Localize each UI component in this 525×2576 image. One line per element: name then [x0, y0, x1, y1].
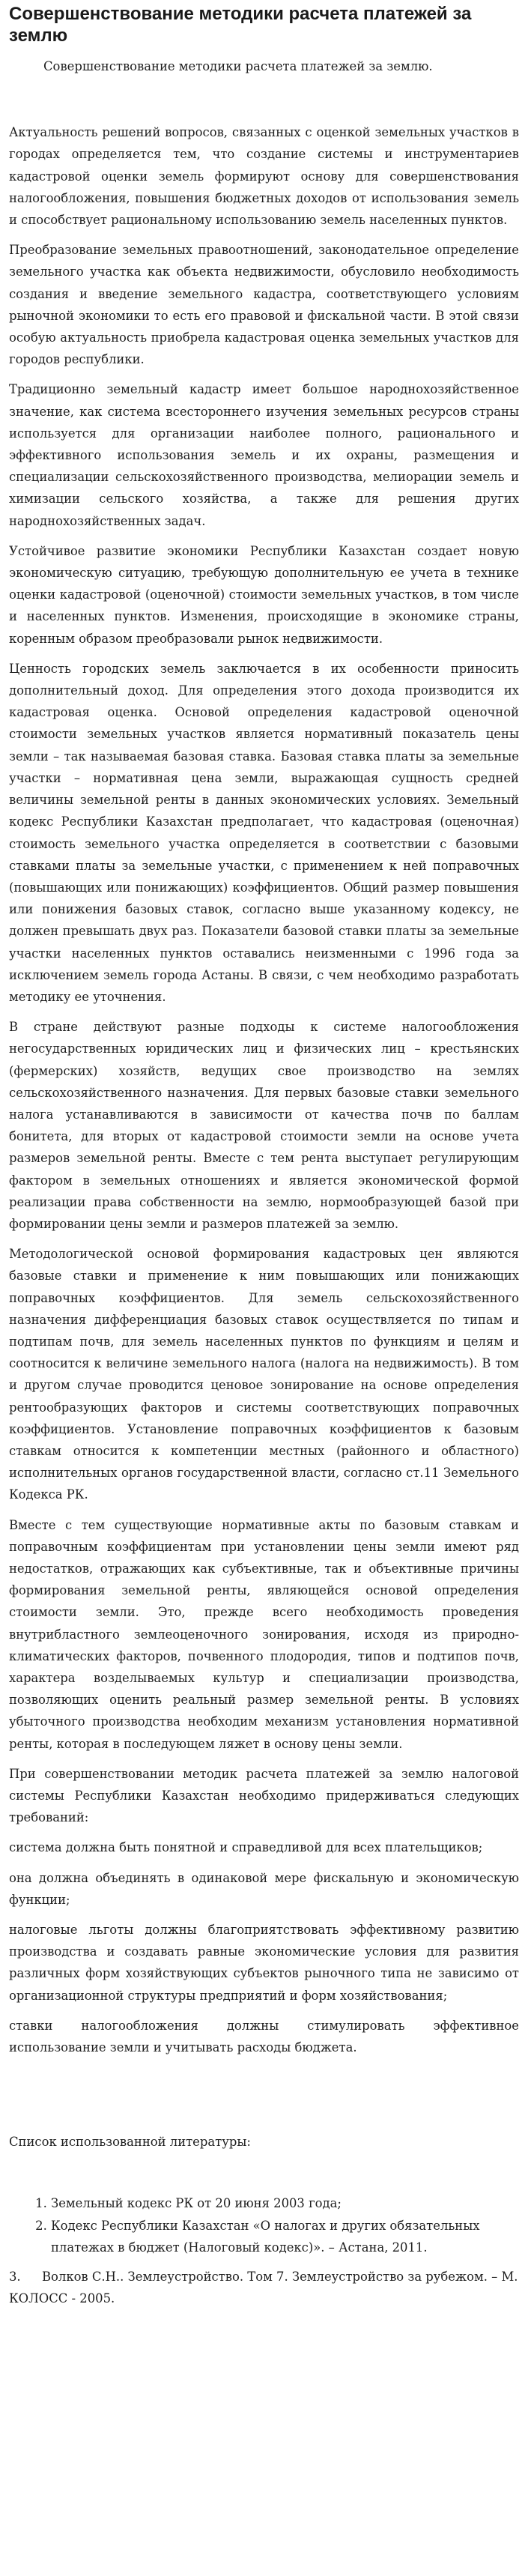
reference-item: 2. Кодекс Республики Казахстан «О налогах и других обязательных платежах в бюджет (Налоговый кодекс)». – Астана, 2011.	[51, 2215, 519, 2258]
reference-item: 1. Земельный кодекс РК от 20 июня 2003 года;	[51, 2192, 519, 2214]
subtitle: Совершенствование методики расчета платежей за землю.	[43, 59, 433, 73]
paragraph: Традиционно земельный кадастр имеет большое народнохозяйственное значение, как система всестороннего изучения земельных ресурсов страны используется для организации наиболее полного, рационального и эффективного использования земель и их охраны, размещения и специализации сельскохозяйственного производства, мелиорации земель и химизации сельского хозяйства, а также для решения других народнохозяйственных задач.	[9, 382, 519, 528]
paragraph: Ценность городских земель заключается в их особенности приносить дополнительный доход. Для определения этого дохода производится их кадастровая оценка. Основой определения кадастровой оценочной стоимости земельных участков является нормативный показатель цены земли – так называемая базовая ставка. Базовая ставка платы за земельные участки – нормативная цена земли, выражающая сущность средней величины земельной ренты в данных экономических условиях. Земельный кодекс Республики Казахстан предполагает, что кадастровая (оценочная) стоимость земельного участка определяется в соответствии с базовыми ставками платы за земельные участки, с применением к ней поправочных (повышающих или понижающих) коэффициентов. Общий размер повышения или понижения базовых ставок, согласно выше указанному кодексу, не должен превышать двух раз. Показатели базовой ставки платы за земельные участки населенных пунктов оставались неизменными с 1996 года за исключением земель города Астаны. В связи, с чем необходимо разработать методику ее уточнения.	[9, 661, 519, 1004]
reference-number: 3.	[9, 2270, 21, 2285]
references-list	[9, 2192, 519, 2258]
paragraph: В стране действуют разные подходы к системе налогообложения негосударственных юридических лиц и физических лиц – крестьянских (фермерских) хозяйств, ведущих свое производство на землях сельскохозяйственного назначения. Для первых базовые ставки земельного налога устанавливаются в зависимости от качества почв по баллам бонитета, для вторых от кадастровой стоимости земли на основе учета размеров земельной ренты. Вместе с тем рента выступает регулирующим фактором в земельных отношениях и является экономической формой реализации права собственности на землю, нормообразующей базой при формировании цены земли и размеров платежей за землю.	[9, 1020, 519, 1231]
paragraph: Вместе с тем существующие нормативные акты по базовым ставкам и поправочным коэффициентам при установлении цены земли имеют ряд недостатков, отражающих как субъективные, так и объективные причины формирования земельной ренты, являющейся основой определения стоимости земли. Это, прежде всего необходимость проведения внутрибластного землеоценочного зонирования, исходя из природно-климатических факторов, почвенного плодородия, типов и подтипов почв, характера возделываемых культур и специализации производства, позволяющих оценить реальный размер земельной ренты. В условиях убыточного производства необходим механизм установления нормативной ренты, которая в последующем ляжет в основу цены земли.	[9, 1517, 519, 1751]
paragraph: Преобразование земельных правоотношений, законодательное определение земельного участка как объекта недвижимости, обусловило необходимость создания и введение земельного кадастра, соответствующего условиям рыночной экономики то есть его правовой и фискальной части. В этой связи особую актуальность приобрела кадастровая оценка земельных участков для городов республики.	[9, 243, 519, 367]
requirement-item: система должна быть понятной и справедливой для всех плательщиков;	[9, 1840, 483, 1855]
requirement-item: она должна объединять в одинаковой мере фискальную и экономическую функции;	[9, 1870, 519, 1907]
article-body	[9, 121, 519, 2058]
references-section	[9, 2131, 519, 2309]
page-title: Совершенствование методики расчета платежей за землю	[9, 4, 472, 46]
reference-text: Волков С.Н.. Землеустройство. Том 7. Землеустройство за рубежом. – М. КОЛОСС - 2005.	[9, 2270, 518, 2306]
paragraph: Актуальность решений вопросов, связанных с оценкой земельных участков в городах определяется тем, что создание системы и инструментариев кадастровой оценки земель формируют основу для совершенствования налогообложения, повышения бюджетных доходов от использования земель и способствует рациональному использованию земель населенных пунктов.	[9, 125, 519, 228]
document-page	[0, 3, 525, 2576]
paragraph: Устойчивое развитие экономики Республики Казахстан создает новую экономическую ситуацию, требующую дополнительную ее учета в технике оценки кадастровой (оценочной) стоимости земельных участков, в том числе и населенных пунктов. Изменения, происходящие в экономике страны, коренным образом преобразовали рынок недвижимости.	[9, 543, 519, 646]
spacer	[9, 2066, 519, 2131]
paragraph: При совершенствовании методик расчета платежей за землю налоговой системы Республики Казахстан необходимо придерживаться следующих требований:	[9, 1766, 519, 1825]
spacer	[9, 77, 519, 121]
paragraph: Методологической основой формирования кадастровых цен являются базовые ставки и применение к ним повышающих или понижающих поправочных коэффициентов. Для земель сельскохозяйственного назначения дифференциация базовых ставок осуществляется по типам и подтипам почв, для земель населенных пунктов по функциям и целям и соотносится к величине земельного налога (налога на недвижимость). В том и другом случае проводится ценовое зонирование на основе определения рентообразующих факторов и системы соответствующих поправочных коэффициентов. Установление поправочных коэффициентов к базовым ставкам относится к компетенции местных (районного и областного) исполнительных органов государственной власти, согласно ст.11 Земельного Кодекса РК.	[9, 1247, 519, 1502]
requirement-item: налоговые льготы должны благоприятствовать эффективному развитию производства и создавать равные экономические условия для развития различных форм хозяйствующих субъектов рыночного типа не зависимо от организационной структуры предприятий и форм хозяйствования;	[9, 1923, 519, 2003]
requirement-item: ставки налогообложения должны стимулировать эффективное использование земли и учитывать расходы бюджета.	[9, 2018, 519, 2055]
references-title: Список использованной литературы:	[9, 2135, 251, 2150]
reference-item	[9, 2266, 519, 2309]
